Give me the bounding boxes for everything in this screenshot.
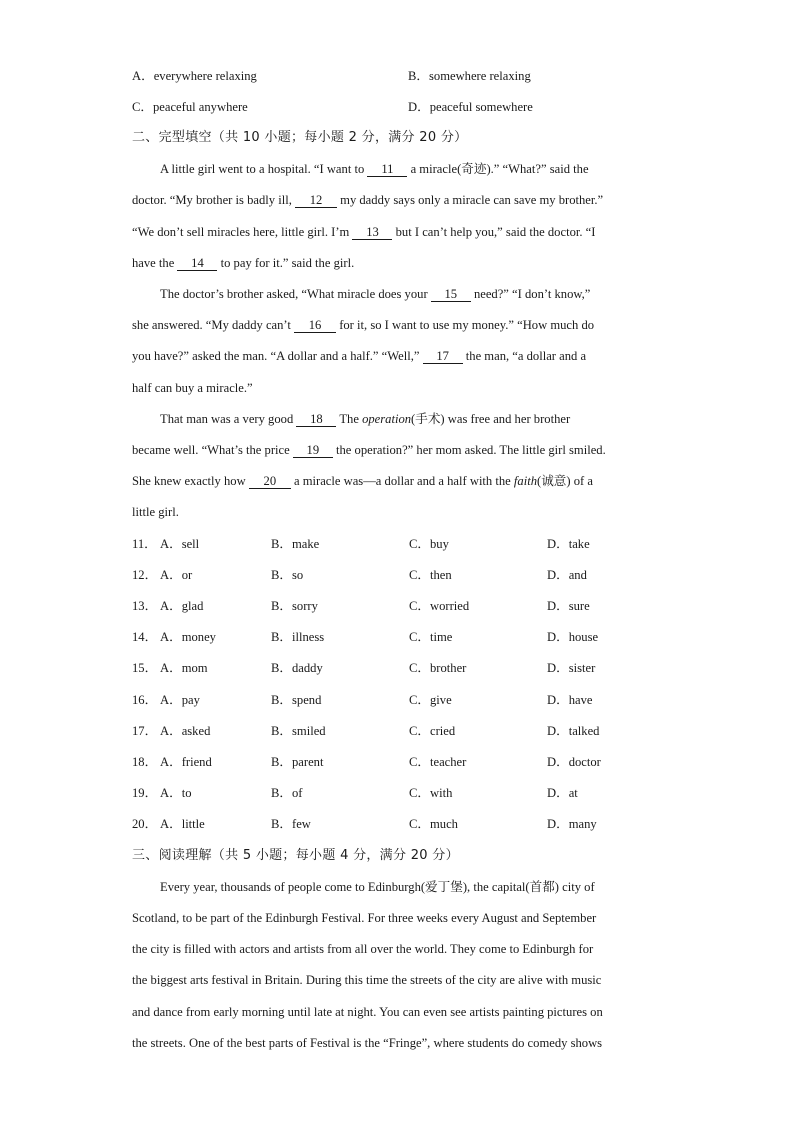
text: a miracle was—a dollar and a half with the — [290, 474, 514, 488]
choice-d: D．house — [547, 630, 599, 644]
choice-c: C．worried — [409, 599, 470, 613]
text: you have?” asked the man. “A dollar and a half.” “Well,” — [132, 349, 423, 363]
question-number: 12． — [132, 568, 158, 582]
italic-word: operation — [362, 412, 412, 426]
question-number: 20． — [132, 817, 158, 831]
choice-c: C．brother — [409, 661, 467, 675]
choice-c: C．time — [409, 630, 453, 644]
option-c: C．peaceful anywhere — [132, 100, 248, 114]
choice-a: A．pay — [160, 693, 200, 707]
choice-b: B．so — [271, 568, 304, 582]
choice-d: D．doctor — [547, 755, 601, 769]
choice-d: D．many — [547, 817, 597, 831]
question-number: 14． — [132, 630, 158, 644]
choice-d: D．and — [547, 568, 587, 582]
text: The — [336, 412, 363, 426]
passage-line — [132, 348, 586, 364]
reading-line: the city is filled with actors and artists from all over the world. They come to Edinburgh for — [132, 942, 594, 956]
reading-line: Scotland, to be part of the Edinburgh Festival. For three weeks every August and September — [132, 911, 597, 925]
text: (手术) was free and her brother — [411, 412, 571, 426]
choice-b: B．illness — [271, 630, 325, 644]
section-heading-cloze: 二、完型填空（共 10 小题；每小题 2 分，满分 20 分） — [132, 130, 468, 145]
passage-line — [160, 286, 590, 302]
choice-a: A．sell — [160, 537, 200, 551]
blank-18: 18 — [296, 412, 336, 427]
choice-d: D．take — [547, 537, 590, 551]
choice-b: B．make — [271, 537, 320, 551]
choice-d: D．at — [547, 786, 578, 800]
blank-15: 15 — [431, 287, 471, 302]
choice-b: B．of — [271, 786, 303, 800]
choice-c: C．give — [409, 693, 452, 707]
text: the man, “a dollar and a — [462, 349, 587, 363]
text: (诚意) of a — [537, 474, 593, 488]
choice-d: D．sure — [547, 599, 590, 613]
choice-c: C．cried — [409, 724, 456, 738]
choice-b: B．sorry — [271, 599, 318, 613]
option-a: A．everywhere relaxing — [132, 69, 257, 83]
text: became well. “What’s the price — [132, 443, 293, 457]
choice-b: B．few — [271, 817, 311, 831]
choice-b: B．daddy — [271, 661, 323, 675]
question-number: 13． — [132, 599, 158, 613]
passage-line — [132, 224, 595, 240]
blank-12: 12 — [295, 193, 337, 208]
text: a miracle(奇迹).” “What?” said the — [407, 162, 589, 176]
choice-d: D．sister — [547, 661, 596, 675]
passage-line: half can buy a miracle.” — [132, 381, 253, 395]
choice-d: D．have — [547, 693, 593, 707]
choice-a: A．glad — [160, 599, 204, 613]
text: “We don’t sell miracles here, little girl. I’m — [132, 225, 353, 239]
choice-b: B．smiled — [271, 724, 326, 738]
text: She knew exactly how — [132, 474, 249, 488]
text: The doctor’s brother asked, “What miracle does your — [160, 287, 431, 301]
text: she answered. “My daddy can’t — [132, 318, 295, 332]
text: my daddy says only a miracle can save my brother.” — [337, 193, 604, 207]
choice-c: C．teacher — [409, 755, 467, 769]
text: have the — [132, 256, 178, 270]
choice-a: A．or — [160, 568, 193, 582]
choice-a: A．asked — [160, 724, 211, 738]
blank-14: 14 — [177, 256, 217, 271]
passage-line — [160, 161, 589, 177]
text: to pay for it.” said the girl. — [217, 256, 355, 270]
reading-line: the biggest arts festival in Britain. During this time the streets of the city are alive with music — [132, 973, 602, 987]
passage-line — [132, 192, 603, 208]
text: but I can’t help you,” said the doctor. “I — [392, 225, 596, 239]
text: need?” “I don’t know,” — [470, 287, 591, 301]
text: A little girl went to a hospital. “I want to — [160, 162, 368, 176]
choice-c: C．with — [409, 786, 453, 800]
reading-line: the streets. One of the best parts of Festival is the “Fringe”, where students do comedy shows — [132, 1036, 603, 1050]
choice-c: C．buy — [409, 537, 449, 551]
passage-line: little girl. — [132, 505, 179, 519]
italic-word: faith — [513, 474, 538, 488]
passage-line — [132, 473, 593, 489]
choice-b: B．spend — [271, 693, 322, 707]
passage-line — [132, 317, 594, 333]
question-number: 11． — [132, 537, 157, 551]
choice-a: A．to — [160, 786, 192, 800]
choice-a: A．money — [160, 630, 216, 644]
choice-c: C．then — [409, 568, 452, 582]
choice-a: A．mom — [160, 661, 208, 675]
question-number: 17． — [132, 724, 158, 738]
choice-c: C．much — [409, 817, 458, 831]
blank-16: 16 — [294, 318, 336, 333]
blank-20: 20 — [249, 474, 291, 489]
choice-a: A．friend — [160, 755, 212, 769]
blank-11: 11 — [367, 162, 407, 177]
option-b: B．somewhere relaxing — [408, 69, 531, 83]
reading-line: and dance from early morning until late at night. You can even see artists painting pictures on — [132, 1005, 603, 1019]
section-heading-reading: 三、阅读理解（共 5 小题；每小题 4 分，满分 20 分） — [132, 848, 459, 863]
text: the operation?” her mom asked. The little girl smiled. — [332, 443, 606, 457]
blank-13: 13 — [352, 225, 392, 240]
text: doctor. “My brother is badly ill, — [132, 193, 295, 207]
choice-d: D．talked — [547, 724, 600, 738]
passage-line — [160, 411, 570, 427]
choice-b: B．parent — [271, 755, 324, 769]
question-number: 16． — [132, 693, 158, 707]
passage-line — [132, 442, 606, 458]
option-d: D．peaceful somewhere — [408, 100, 533, 114]
question-number: 19． — [132, 786, 158, 800]
choice-a: A．little — [160, 817, 205, 831]
text: That man was a very good — [160, 412, 297, 426]
question-number: 18． — [132, 755, 158, 769]
text: for it, so I want to use my money.” “How much do — [336, 318, 595, 332]
question-number: 15． — [132, 661, 158, 675]
blank-17: 17 — [423, 349, 463, 364]
passage-line — [132, 255, 354, 271]
reading-line: Every year, thousands of people come to Edinburgh(爱丁堡), the capital(首都) city of — [160, 880, 595, 894]
blank-19: 19 — [293, 443, 333, 458]
